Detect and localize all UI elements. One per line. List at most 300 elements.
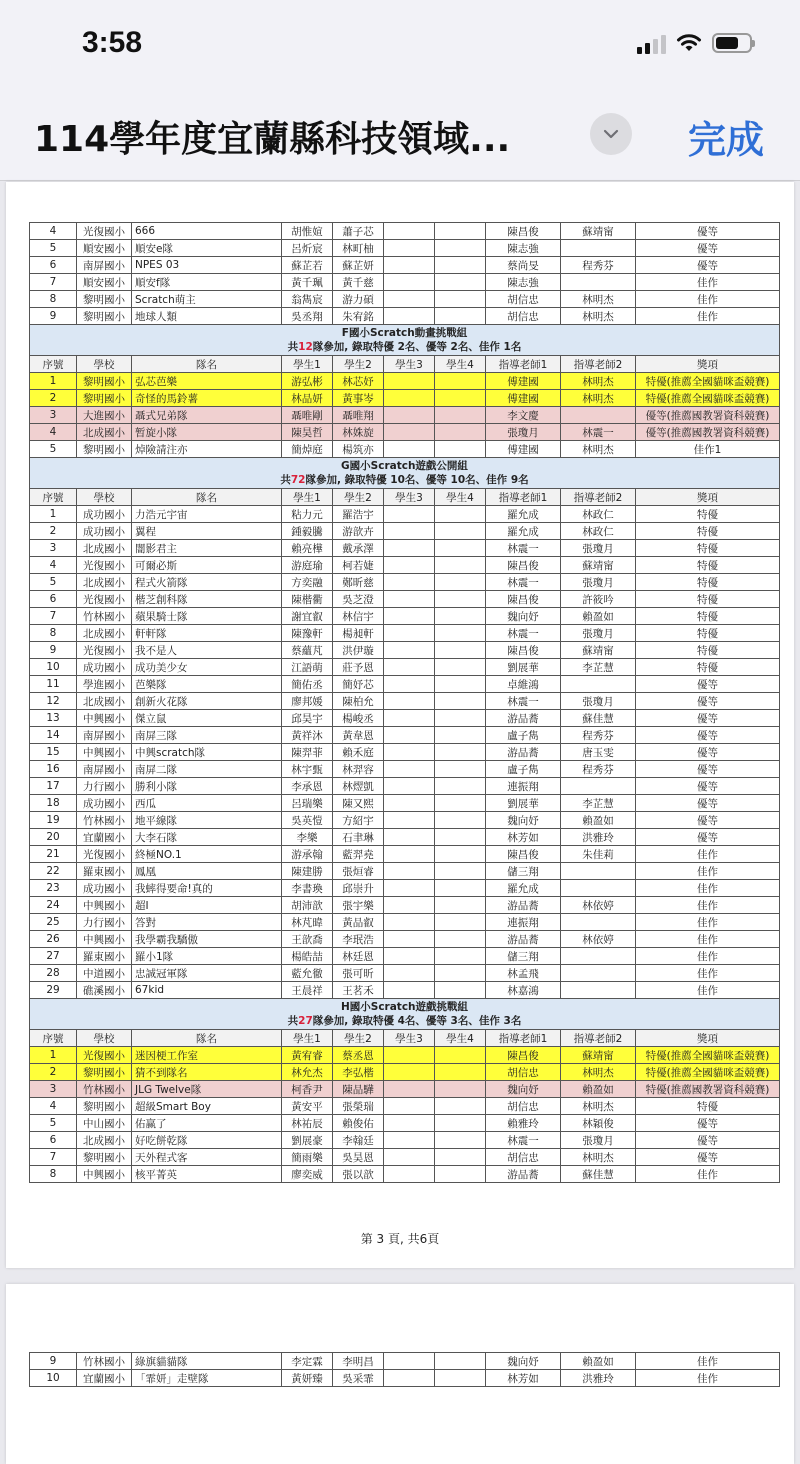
column-header: 學生3	[384, 356, 435, 373]
cell-award: 優等(推薦國教署資科競賽)	[636, 424, 780, 441]
cell-t1: 連振翔	[486, 914, 561, 931]
cell-award: 優等	[636, 693, 780, 710]
table-row	[30, 274, 780, 291]
column-header: 指導老師1	[486, 356, 561, 373]
cell-s1: 黃宥睿	[282, 1047, 333, 1064]
cell-t2	[561, 274, 636, 291]
cell-s2: 石聿琳	[333, 829, 384, 846]
pdf-page-4	[6, 1284, 794, 1464]
cell-award: 佳作	[636, 965, 780, 982]
cell-s1: 陳豫軒	[282, 625, 333, 642]
summary-text: 隊參加, 錄取特優 10名、優等 10名、佳作 9名	[305, 474, 529, 486]
cell-award: 特優	[636, 591, 780, 608]
cell-no: 24	[30, 897, 77, 914]
status-bar	[0, 0, 800, 95]
cell-s2: 林信宇	[333, 608, 384, 625]
table-row	[30, 710, 780, 727]
cell-t1: 劉展華	[486, 659, 561, 676]
cell-team: 67kid	[132, 982, 282, 999]
table-row	[30, 948, 780, 965]
document-nav-bar	[0, 95, 800, 181]
cell-s3	[384, 846, 435, 863]
cell-s3	[384, 407, 435, 424]
cell-t1: 林震一	[486, 1132, 561, 1149]
cell-no: 3	[30, 407, 77, 424]
cell-s4	[435, 931, 486, 948]
cell-team: 闇影君主	[132, 540, 282, 557]
cell-no: 21	[30, 846, 77, 863]
section-title-cell	[30, 999, 780, 1030]
table-row	[30, 1353, 780, 1370]
cell-no: 23	[30, 880, 77, 897]
cell-award: 特優(推薦全國貓咪盃競賽)	[636, 373, 780, 390]
cell-s1: 廖邦媛	[282, 693, 333, 710]
cell-s2: 鄭昕慈	[333, 574, 384, 591]
cell-award: 優等	[636, 710, 780, 727]
cell-s3	[384, 812, 435, 829]
cell-team: 迷因梗工作室	[132, 1047, 282, 1064]
cell-award: 佳作	[636, 1166, 780, 1183]
cell-award: 佳作	[636, 880, 780, 897]
cell-award: 優等	[636, 1149, 780, 1166]
column-header: 獎項	[636, 1030, 780, 1047]
cell-team: 創新火花隊	[132, 693, 282, 710]
title-menu-button[interactable]	[590, 113, 632, 155]
cell-t2: 林穎俊	[561, 1115, 636, 1132]
cell-team: 勝利小隊	[132, 778, 282, 795]
team-count: 72	[290, 474, 306, 486]
cell-s1: 陳羿菲	[282, 744, 333, 761]
cell-team: 翼程	[132, 523, 282, 540]
cell-s2: 張以歆	[333, 1166, 384, 1183]
cell-s3	[384, 308, 435, 325]
cell-school: 大進國小	[77, 407, 132, 424]
cell-t2: 林明杰	[561, 390, 636, 407]
cell-s1: 藍允徹	[282, 965, 333, 982]
column-header: 指導老師1	[486, 489, 561, 506]
cell-team: 順安f隊	[132, 274, 282, 291]
done-button[interactable]: 完成	[687, 118, 764, 162]
cell-no: 4	[30, 557, 77, 574]
cell-team: 大李石隊	[132, 829, 282, 846]
cell-s2: 莊予恩	[333, 659, 384, 676]
cell-s3	[384, 557, 435, 574]
cell-no: 15	[30, 744, 77, 761]
cell-s4	[435, 1166, 486, 1183]
cell-school: 羅東國小	[77, 948, 132, 965]
cell-t1: 林震一	[486, 540, 561, 557]
cell-team: JLG Twelve隊	[132, 1081, 282, 1098]
cell-no: 8	[30, 291, 77, 308]
cell-award: 特優	[636, 1098, 780, 1115]
cell-team: 地球人類	[132, 308, 282, 325]
cell-s1: 胡惟媗	[282, 223, 333, 240]
cell-s1: 李定霖	[282, 1353, 333, 1370]
cell-school: 中興國小	[77, 744, 132, 761]
table-row	[30, 1166, 780, 1183]
cell-s3	[384, 795, 435, 812]
team-count: 27	[298, 1015, 313, 1027]
cell-t1: 游品蕎	[486, 710, 561, 727]
cell-s1: 蘇芷若	[282, 257, 333, 274]
cell-s2: 蔡丞恩	[333, 1047, 384, 1064]
cell-s1: 黃妍臻	[282, 1370, 333, 1387]
cell-t1: 盧子雋	[486, 727, 561, 744]
cell-s3	[384, 727, 435, 744]
cell-t2	[561, 880, 636, 897]
cell-s1: 吳丞翔	[282, 308, 333, 325]
cell-school: 北成國小	[77, 693, 132, 710]
results-table	[29, 222, 780, 1183]
cell-t2: 張瓊月	[561, 693, 636, 710]
cell-s3	[384, 1064, 435, 1081]
cell-s1: 林芃暐	[282, 914, 333, 931]
section-summary	[33, 1014, 776, 1028]
cell-t1: 陳昌俊	[486, 591, 561, 608]
cell-t1: 游品蕎	[486, 1166, 561, 1183]
column-header: 學校	[77, 356, 132, 373]
cell-t2: 林震一	[561, 424, 636, 441]
cell-s3	[384, 223, 435, 240]
cell-school: 北成國小	[77, 1132, 132, 1149]
cell-team: 傑立鼠	[132, 710, 282, 727]
cell-s3	[384, 1132, 435, 1149]
cell-t2: 賴盈如	[561, 1081, 636, 1098]
cell-s3	[384, 506, 435, 523]
cell-t1: 傅建國	[486, 373, 561, 390]
cell-school: 光復國小	[77, 642, 132, 659]
column-header: 學生4	[435, 1030, 486, 1047]
cell-no: 11	[30, 676, 77, 693]
cell-t2	[561, 676, 636, 693]
cellular-signal-icon	[637, 32, 666, 54]
header-row	[30, 489, 780, 506]
table-row	[30, 795, 780, 812]
cell-s4	[435, 914, 486, 931]
table-row	[30, 676, 780, 693]
cell-award: 優等	[636, 1115, 780, 1132]
chevron-down-icon	[603, 129, 619, 139]
table-row	[30, 642, 780, 659]
cell-team: 南屏二隊	[132, 761, 282, 778]
cell-no: 2	[30, 523, 77, 540]
cell-s4	[435, 257, 486, 274]
cell-award: 優等(推薦國教署資科競賽)	[636, 407, 780, 424]
cell-award: 佳作	[636, 982, 780, 999]
cell-s4	[435, 274, 486, 291]
cell-t1: 傅建國	[486, 441, 561, 458]
cell-s3	[384, 540, 435, 557]
cell-team: 天外程式客	[132, 1149, 282, 1166]
table-row	[30, 812, 780, 829]
cell-s3	[384, 257, 435, 274]
cell-team: 順安e隊	[132, 240, 282, 257]
cell-s4	[435, 880, 486, 897]
cell-t1: 陳志強	[486, 274, 561, 291]
section-header	[30, 325, 780, 356]
cell-s1: 林品妍	[282, 390, 333, 407]
cell-team: 中興scratch隊	[132, 744, 282, 761]
table-row	[30, 291, 780, 308]
cell-award: 佳作	[636, 274, 780, 291]
section-header	[30, 458, 780, 489]
cell-school: 宜蘭國小	[77, 1370, 132, 1387]
cell-t2: 張瓊月	[561, 1132, 636, 1149]
cell-award: 優等	[636, 257, 780, 274]
cell-award: 特優	[636, 506, 780, 523]
cell-s2: 游力碩	[333, 291, 384, 308]
cell-t1: 胡信忠	[486, 308, 561, 325]
summary-text: 隊參加, 錄取特優 4名、優等 3名、佳作 3名	[312, 1015, 522, 1027]
cell-s4	[435, 744, 486, 761]
cell-team: 可爾必斯	[132, 557, 282, 574]
column-header: 指導老師2	[561, 356, 636, 373]
column-header: 學生4	[435, 356, 486, 373]
cell-team: 成功美少女	[132, 659, 282, 676]
cell-school: 竹林國小	[77, 812, 132, 829]
cell-school: 中興國小	[77, 1166, 132, 1183]
cell-t2: 程秀芬	[561, 257, 636, 274]
cell-award: 優等	[636, 240, 780, 257]
cell-team: 聶式兄弟隊	[132, 407, 282, 424]
cell-s4	[435, 1370, 486, 1387]
cell-t2: 李芷慧	[561, 795, 636, 812]
cell-s2: 林芯妤	[333, 373, 384, 390]
cell-s3	[384, 778, 435, 795]
cell-team: 楷芝創科隊	[132, 591, 282, 608]
cell-no: 4	[30, 1098, 77, 1115]
cell-school: 南屏國小	[77, 727, 132, 744]
cell-team: 芭樂隊	[132, 676, 282, 693]
cell-t2: 賴盈如	[561, 608, 636, 625]
team-count: 12	[298, 341, 313, 353]
column-header: 隊名	[132, 1030, 282, 1047]
cell-s3	[384, 659, 435, 676]
cell-s4	[435, 523, 486, 540]
cell-s1: 黃祥沐	[282, 727, 333, 744]
table-row	[30, 1370, 780, 1387]
cell-team: 我不是人	[132, 642, 282, 659]
table-row	[30, 506, 780, 523]
cell-t1: 游品蕎	[486, 931, 561, 948]
cell-s3	[384, 676, 435, 693]
cell-s1: 林祐辰	[282, 1115, 333, 1132]
table-row	[30, 1149, 780, 1166]
table-row	[30, 308, 780, 325]
cell-team: 猜不到隊名	[132, 1064, 282, 1081]
column-header: 學生1	[282, 1030, 333, 1047]
cell-t2: 張瓊月	[561, 625, 636, 642]
cell-t1: 儲三翔	[486, 948, 561, 965]
cell-no: 18	[30, 795, 77, 812]
table-row	[30, 897, 780, 914]
cell-no: 6	[30, 1132, 77, 1149]
cell-t1: 游品蕎	[486, 744, 561, 761]
cell-team: 超級Smart Boy	[132, 1098, 282, 1115]
section-summary	[33, 473, 776, 487]
cell-t1: 魏向妤	[486, 1081, 561, 1098]
cell-s3	[384, 863, 435, 880]
table-row	[30, 914, 780, 931]
cell-award: 特優	[636, 523, 780, 540]
table-row	[30, 557, 780, 574]
cell-team: NPES 03	[132, 257, 282, 274]
cell-no: 29	[30, 982, 77, 999]
status-icons	[637, 32, 752, 54]
cell-s4	[435, 407, 486, 424]
cell-s4	[435, 424, 486, 441]
cell-school: 成功國小	[77, 659, 132, 676]
cell-t2: 蘇靖甯	[561, 557, 636, 574]
cell-team: 終極NO.1	[132, 846, 282, 863]
cell-s3	[384, 642, 435, 659]
results-table-continued	[29, 1352, 780, 1387]
cell-s3	[384, 1047, 435, 1064]
page-number: 第 3 頁, 共6頁	[360, 1232, 440, 1246]
cell-team: 地平線隊	[132, 812, 282, 829]
cell-t2: 蘇靖甯	[561, 223, 636, 240]
cell-s4	[435, 659, 486, 676]
cell-s1: 蔡蘊芃	[282, 642, 333, 659]
cell-s2: 林熤凱	[333, 778, 384, 795]
section-title: F國小Scratch動畫挑戰組	[341, 327, 468, 339]
cell-s1: 胡沛歆	[282, 897, 333, 914]
cell-no: 5	[30, 441, 77, 458]
cell-team: 焯險請注亦	[132, 441, 282, 458]
cell-award: 特優	[636, 608, 780, 625]
cell-t2	[561, 948, 636, 965]
cell-s1: 黃千珮	[282, 274, 333, 291]
cell-t1: 林嘉鴻	[486, 982, 561, 999]
cell-s1: 楊皓喆	[282, 948, 333, 965]
cell-award: 特優	[636, 642, 780, 659]
table-row	[30, 540, 780, 557]
cell-no: 22	[30, 863, 77, 880]
cell-s4	[435, 441, 486, 458]
table-row	[30, 778, 780, 795]
cell-s2: 林姝旋	[333, 424, 384, 441]
cell-school: 光復國小	[77, 591, 132, 608]
cell-t1: 蔡尚旻	[486, 257, 561, 274]
cell-team: 西瓜	[132, 795, 282, 812]
column-header: 指導老師2	[561, 1030, 636, 1047]
cell-team: 好吃餅乾隊	[132, 1132, 282, 1149]
cell-award: 佳作	[636, 863, 780, 880]
summary-text: 隊參加, 錄取特優 2名、優等 2名、佳作 1名	[312, 341, 522, 353]
cell-s4	[435, 506, 486, 523]
cell-t2: 蘇靖甯	[561, 642, 636, 659]
cell-t1: 林震一	[486, 574, 561, 591]
cell-s4	[435, 710, 486, 727]
summary-text: 共	[280, 474, 291, 486]
cell-s2: 蘇芷妍	[333, 257, 384, 274]
cell-award: 佳作	[636, 846, 780, 863]
cell-t1: 魏向妤	[486, 608, 561, 625]
cell-school: 黎明國小	[77, 291, 132, 308]
cell-s4	[435, 308, 486, 325]
cell-t2: 林政仁	[561, 523, 636, 540]
cell-s2: 吳采霏	[333, 1370, 384, 1387]
cell-s4	[435, 291, 486, 308]
cell-t2	[561, 965, 636, 982]
cell-team: 答對	[132, 914, 282, 931]
cell-s3	[384, 390, 435, 407]
cell-s1: 鍾毅騰	[282, 523, 333, 540]
cell-s4	[435, 642, 486, 659]
cell-t2: 朱佳莉	[561, 846, 636, 863]
cell-s2: 聶唯翔	[333, 407, 384, 424]
table-row	[30, 744, 780, 761]
cell-t1: 陳志強	[486, 240, 561, 257]
cell-t2: 林明杰	[561, 308, 636, 325]
cell-s3	[384, 523, 435, 540]
cell-no: 8	[30, 1166, 77, 1183]
cell-award: 特優(推薦全國貓咪盃競賽)	[636, 1047, 780, 1064]
cell-s2: 李珉浩	[333, 931, 384, 948]
cell-school: 黎明國小	[77, 373, 132, 390]
cell-s3	[384, 424, 435, 441]
cell-team: 666	[132, 223, 282, 240]
cell-no: 20	[30, 829, 77, 846]
cell-t1: 劉展華	[486, 795, 561, 812]
cell-s3	[384, 240, 435, 257]
cell-award: 佳作	[636, 291, 780, 308]
cell-s1: 簡佑丞	[282, 676, 333, 693]
cell-s3	[384, 574, 435, 591]
cell-t1: 賴雅玲	[486, 1115, 561, 1132]
cell-team: 我學霸我驕傲	[132, 931, 282, 948]
cell-t1: 魏向妤	[486, 812, 561, 829]
cell-team: 力浩元宇宙	[132, 506, 282, 523]
cell-t1: 李文慶	[486, 407, 561, 424]
cell-no: 7	[30, 1149, 77, 1166]
cell-s3	[384, 1098, 435, 1115]
cell-s3	[384, 965, 435, 982]
section-header	[30, 999, 780, 1030]
column-header: 學生2	[333, 356, 384, 373]
cell-team: 暂旋小隊	[132, 424, 282, 441]
cell-school: 羅東國小	[77, 863, 132, 880]
cell-s1: 江語萌	[282, 659, 333, 676]
cell-s3	[384, 373, 435, 390]
cell-s4	[435, 795, 486, 812]
cell-s3	[384, 829, 435, 846]
cell-no: 25	[30, 914, 77, 931]
cell-no: 3	[30, 1081, 77, 1098]
cell-s3	[384, 761, 435, 778]
cell-s3	[384, 608, 435, 625]
cell-school: 北成國小	[77, 424, 132, 441]
table-row	[30, 223, 780, 240]
cell-award: 優等	[636, 1132, 780, 1149]
cell-s2: 賴俊佑	[333, 1115, 384, 1132]
cell-team: 鳳凰	[132, 863, 282, 880]
cell-s2: 吳昊恩	[333, 1149, 384, 1166]
cell-t1: 游品蕎	[486, 897, 561, 914]
cell-s4	[435, 591, 486, 608]
cell-t2: 林明杰	[561, 373, 636, 390]
cell-t2	[561, 778, 636, 795]
cell-school: 北成國小	[77, 540, 132, 557]
cell-school: 北成國小	[77, 574, 132, 591]
cell-no: 10	[30, 1370, 77, 1387]
cell-school: 黎明國小	[77, 1149, 132, 1166]
cell-s1: 李樂	[282, 829, 333, 846]
cell-s3	[384, 625, 435, 642]
cell-t2: 唐玉雯	[561, 744, 636, 761]
cell-school: 成功國小	[77, 523, 132, 540]
cell-no: 5	[30, 574, 77, 591]
